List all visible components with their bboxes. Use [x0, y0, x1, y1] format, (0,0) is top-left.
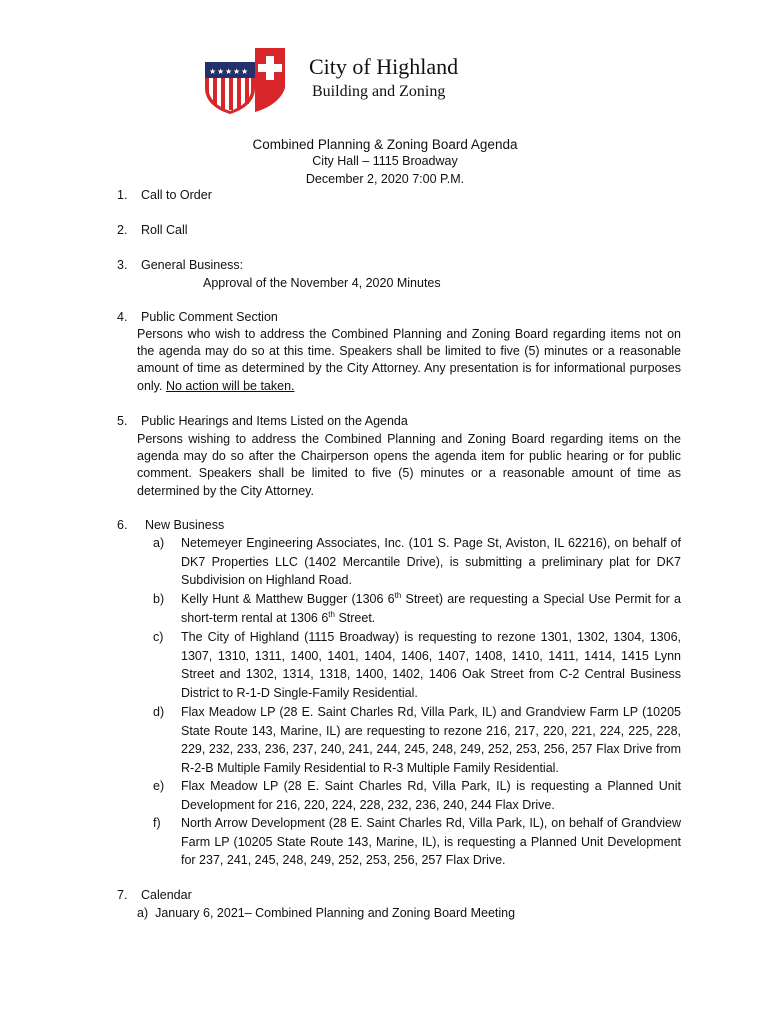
city-name: City of Highland [309, 54, 459, 79]
public-comment-text [137, 326, 681, 395]
new-business-item-a [153, 534, 681, 590]
item-letter: a) [137, 906, 149, 920]
item-letter: a) [153, 536, 165, 550]
item-number: 1. [117, 188, 128, 202]
agenda-item-public-comment [117, 310, 278, 324]
agenda-item-roll-call [117, 223, 188, 237]
meeting-location: City Hall – 1115 Broadway [312, 154, 458, 168]
item-label: Calendar [141, 888, 192, 902]
item-text: North Arrow Development (28 E. Saint Charles Rd, Villa Park, IL), on behalf of Grandview Farm LP (10205 State Route 143, Marine, IL), is requesting a Planned Unit Development for 237, 241, 245, 248, 249, 252, 253, 256, 257 Flax Drive. [181, 816, 681, 867]
item-text: The City of Highland (1115 Broadway) is requesting to rezone 1301, 1302, 1304, 1306, 1307, 1310, 1311, 1400, 1401, 1404, 1406, 1407, 1408, 1410, 1411, 1414, 1415 Lynn Street and 1302, 1314, 1318, 1400, 1402, 1406 Oak Street from C-2 Central Business District to R-1-D Single-Family Residential. [181, 630, 681, 700]
svg-text:★: ★ [217, 67, 225, 76]
item-text: January 6, 2021– Combined Planning and Zoning Board Meeting [155, 906, 516, 920]
new-business-item-b [153, 590, 681, 627]
meeting-datetime: December 2, 2020 7:00 P.M. [305, 172, 465, 186]
item-letter: d) [153, 705, 165, 719]
item-number: 3. [117, 258, 128, 272]
agenda-item-call-to-order [117, 188, 212, 202]
svg-text:★: ★ [209, 67, 217, 76]
public-comment-body: Persons who wish to address the Combined Planning and Zoning Board regarding items not on the agenda may do so at this time. Speakers shall be limited to five (5) minutes or a reasonable amount of time as determined by the City Attorney. Any presentation is for informational purposes only. [137, 327, 681, 393]
item-number: 4. [117, 310, 128, 324]
item-text: Kelly Hunt & Matthew Bugger (1306 6th Street) are requesting a Special Use Permit for a short-term rental at 1306 6th Street. [181, 590, 681, 625]
item-label: Public Comment Section [141, 310, 278, 324]
item-number: 2. [117, 223, 128, 237]
new-business-item-d [153, 703, 681, 777]
item-label: Call to Order [141, 188, 212, 202]
item-number: 5. [117, 414, 128, 428]
item-label: Public Hearings and Items Listed on the Agenda [141, 414, 408, 428]
new-business-item-f [153, 814, 681, 870]
department-name: Building and Zoning [312, 83, 446, 100]
item-label: New Business [145, 518, 225, 532]
no-action-notice: No action will be taken. [165, 378, 295, 393]
agenda-title: Combined Planning & Zoning Board Agenda [252, 137, 518, 152]
agenda-item-public-hearings [117, 414, 408, 428]
agenda-item-general-business [117, 258, 243, 272]
item-number: 7. [117, 888, 128, 902]
agenda-item-calendar [117, 888, 192, 902]
item-letter: b) [153, 592, 165, 606]
svg-text:★: ★ [225, 67, 233, 76]
item-text: Flax Meadow LP (28 E. Saint Charles Rd, Villa Park, IL) and Grandview Farm LP (10205 State Route 143, Marine, IL) are requesting to rezone 216, 217, 220, 221, 224, 225, 228, 229, 232, 233, 236, 237, 240, 241, 244, 245, 248, 249, 252, 253, 256, 257 Flax Drive from R-2-B Multiple Family Residential to R-3 Multiple Family Residential. [181, 705, 681, 775]
item-text: Netemeyer Engineering Associates, Inc. (101 S. Page St, Aviston, IL 62216), on behalf of DK7 Properties LLC (1402 Mercantile Drive), is submitting a preliminary plat for DK7 Subdivision on Highland Road. [181, 536, 681, 587]
svg-text:★: ★ [233, 67, 241, 76]
item-text: Flax Meadow LP (28 E. Saint Charles Rd, Villa Park, IL) is requesting a Planned Unit Development for 216, 220, 224, 228, 232, 236, 240, 244 Flax Drive. [181, 779, 681, 812]
svg-text:★: ★ [241, 67, 249, 76]
item-letter: f) [153, 816, 161, 830]
item-label: Roll Call [141, 223, 188, 237]
item-letter: c) [153, 630, 164, 644]
item-number: 6. [117, 518, 128, 532]
public-hearings-text: Persons wishing to address the Combined Planning and Zoning Board regarding items on the agenda may do so after the Chairperson opens the agenda item for public hearing or for public comment. Speakers shall be limited to five (5) minutes or a reasonable amount of time as determined by the City Attorney. [137, 432, 681, 498]
item-label: General Business: [141, 258, 244, 272]
new-business-item-c [153, 628, 681, 702]
city-shield-logo [203, 48, 285, 114]
calendar-item-a [137, 906, 515, 920]
agenda-item-new-business [117, 518, 224, 532]
item-letter: e) [153, 779, 165, 793]
minutes-approval: Approval of the November 4, 2020 Minutes [203, 276, 441, 290]
new-business-item-e [153, 777, 681, 814]
